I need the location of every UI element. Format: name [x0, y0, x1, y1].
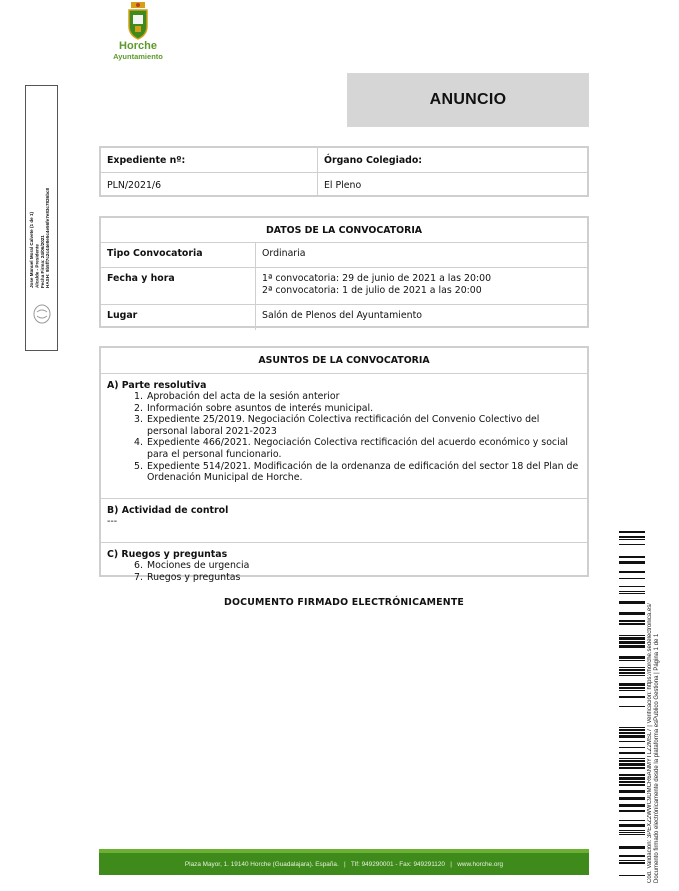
page-title: ANUNCIO [347, 73, 589, 127]
section-title: B) Actividad de control [107, 505, 229, 516]
section-title: A) Parte resolutiva [107, 380, 207, 391]
asuntos-header: ASUNTOS DE LA CONVOCATORIA [258, 355, 430, 366]
fecha-hora-label: Fecha y hora [101, 268, 256, 304]
expediente-value-row [101, 172, 587, 197]
primera-convocatoria: 1ª convocatoria: 29 de junio de 2021 a las 20:00 [262, 273, 492, 284]
logo-name: Horche [119, 40, 157, 52]
datos-convocatoria-table [99, 216, 589, 328]
tipo-convocatoria-value [256, 243, 587, 267]
section-title: C) Ruegos y preguntas [107, 549, 228, 560]
item-number: 4. [134, 437, 143, 449]
organo-label: Órgano Colegiado: [324, 154, 423, 166]
item-number: 2. [134, 402, 143, 414]
list-item [107, 414, 581, 437]
item-text: Información sobre asuntos de interés municipal. [147, 402, 374, 414]
signature-text [29, 88, 55, 288]
section-parte-resolutiva [101, 373, 587, 498]
signature-line: HASH: 9b5ff7c2c44e8e5c4e56fe7e83c7826bc8 [45, 187, 51, 288]
item-text: Ruegos y preguntas [147, 571, 241, 583]
table-row [101, 304, 587, 330]
organo-value: El Pleno [324, 179, 362, 191]
list-item [107, 572, 581, 584]
item-number: 7. [134, 571, 143, 583]
list-item [107, 461, 581, 484]
signature-line: Fecha Firma: 24/06/2021 [39, 235, 45, 288]
item-number: 1. [134, 391, 143, 402]
item-text: Expediente 466/2021. Negociación Colectiva rectificación del acuerdo económico y social para el personal funcionario. [147, 437, 569, 460]
tipo-convocatoria-label: Tipo Convocatoria [101, 243, 256, 267]
asuntos-convocatoria-table [99, 346, 589, 583]
signature-line: Alcalde - Presidente [34, 244, 40, 288]
lugar-label: Lugar [101, 305, 256, 330]
signature-stamp-icon [32, 303, 52, 325]
expediente-header-row [101, 148, 587, 172]
footer-bar [99, 849, 589, 875]
validation-code: Cód. Validación: 3PEXZ2WWC9DMCR6ANMYTLZ2MSL7 | Verificación: https://horche.sedelectronica.es/ [647, 603, 653, 883]
item-number: 5. [134, 460, 143, 472]
section-note: --- [107, 516, 118, 527]
tipo-value-line: Ordinaria [262, 248, 306, 259]
section-actividad-control [101, 498, 587, 542]
table-row [101, 267, 587, 304]
item-text: Expediente 25/2019. Negociación Colectiva rectificación del Convenio Colectivo del personal laboral 2021-2023 [147, 414, 540, 437]
expediente-label: Expediente nº: [101, 148, 318, 172]
logo-subtitle: Ayuntamiento [113, 52, 163, 61]
item-number: 6. [134, 560, 143, 571]
item-number: 3. [134, 414, 143, 426]
list-item [107, 560, 581, 572]
item-text: Mociones de urgencia [147, 560, 250, 571]
signature-line: Jose Manuel Moral Calvete (1 de 1) [29, 211, 34, 288]
item-text: Aprobación del acta de la sesión anterior [147, 391, 340, 402]
validation-platform: Documento firmado electrónicamente desde la plataforma esPublico Gestiona | Página 1 de 1 [654, 633, 660, 883]
list-item [107, 437, 581, 460]
signature-box [25, 85, 58, 351]
fecha-hora-value [256, 268, 587, 304]
coat-of-arms-icon [126, 2, 150, 40]
footer-address: Plaza Mayor, 1. 19140 Horche (Guadalajara). España. | Tlf: 949290001 - Fax: 949291120 | www.horche.org [184, 860, 504, 868]
lugar-value [256, 305, 587, 330]
item-text: Expediente 514/2021. Modificación de la ordenanza de edificación del sector 18 del Plan de Ordenación Municipal de Horche. [147, 460, 579, 484]
datos-header: DATOS DE LA CONVOCATORIA [265, 225, 423, 236]
expediente-value: PLN/2021/6 [101, 173, 318, 197]
lugar-value-line: Salón de Plenos del Ayuntamiento [262, 310, 423, 321]
firmado-electronicamente: DOCUMENTO FIRMADO ELECTRÓNICAMENTE [223, 597, 465, 608]
horche-logo [106, 0, 170, 64]
segunda-convocatoria: 2ª convocatoria: 1 de julio de 2021 a las 20:00 [262, 285, 482, 297]
table-row [101, 242, 587, 267]
list-item [107, 391, 581, 403]
expediente-table [99, 146, 589, 197]
validation-text [647, 575, 669, 883]
list-item [107, 403, 581, 415]
section-ruegos-preguntas [101, 542, 587, 599]
